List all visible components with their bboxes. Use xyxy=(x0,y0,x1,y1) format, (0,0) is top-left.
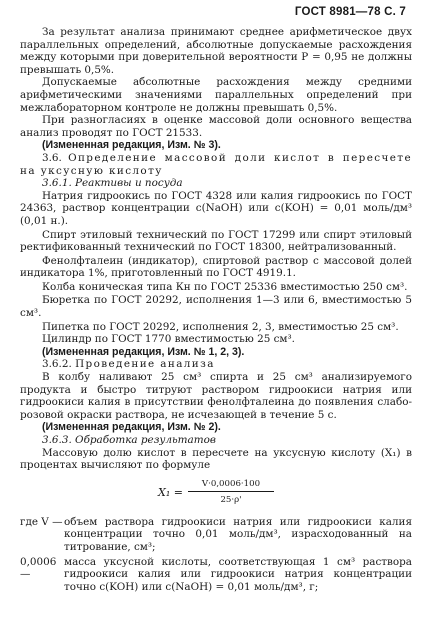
section-number: 3.6.2. xyxy=(42,358,72,371)
calculation-paragraph: Массовую долю кислот в пересчете на уксусную кислоту (X₁) в процентах вычисляют по формуле xyxy=(20,446,412,472)
formula-fraction xyxy=(188,478,274,507)
section-title: Проведение анализа xyxy=(75,358,215,371)
amendment-note: (Измененная редакция, Изм. № 3). xyxy=(42,139,221,152)
formula xyxy=(20,478,412,512)
amendment-note: (Измененная редакция, Изм. № 2). xyxy=(42,421,221,434)
page-header: ГОСТ 8981—78 С. 7 xyxy=(294,6,406,18)
formula-lhs: X₁ = xyxy=(158,485,183,499)
legend-text: объем раствора гидроокиси натрия или гидроокиси калия концентрации точно 0,01 моль/дм³, израсходованный на титрование, см³; xyxy=(64,515,412,553)
section-heading-3-6-1: 3.6.1. Реактивы и посуда xyxy=(42,177,183,190)
reagent-item: Натрия гидроокись по ГОСТ 4328 или калия гидроокись по ГОСТ 24363, раствор концентрации c(NaOH) или c(KOH) = 0,01 моль/дм³ (0,01 н.). xyxy=(20,189,412,227)
section-heading-3-6-3: 3.6.3. Обработка результатов xyxy=(42,434,216,446)
reagent-item: Спирт этиловый технический по ГОСТ 17299 или спирт этиловый ректификованный технический по ГОСТ 18300, нейтрализованный. xyxy=(20,228,412,254)
reagent-item: Пипетка по ГОСТ 20292, исполнения 2, 3, вместимостью 25 см³. xyxy=(42,320,399,333)
reagent-item: Бюретка по ГОСТ 20292, исполнения 1—3 или 6, вместимостью 5 см³. xyxy=(20,294,412,320)
section-heading-3-6 xyxy=(20,152,412,177)
paragraph: За результат анализа принимают среднее арифметическое двух параллельных определений, абсолютные допускаемые расхождения между которыми при доверительной вероятности P = 0,95 не должны превышать 0,5%. xyxy=(20,26,412,76)
document-body xyxy=(20,26,412,593)
paragraph: При разногласиях в оценке массовой доли основного вещества анализ проводят по ГОСТ 21533. xyxy=(20,114,412,139)
reagent-item: Цилиндр по ГОСТ 1770 вместимостью 25 см³. xyxy=(42,333,295,346)
reagent-item: Колба коническая типа Кн по ГОСТ 25336 вместимостью 250 см³. xyxy=(42,280,408,293)
section-heading-3-6-2 xyxy=(20,358,412,371)
section-title: Определение массовой доли кислот в пересчете на уксусную кислоту xyxy=(20,151,413,177)
procedure-paragraph: В колбу наливают 25 см³ спирта и 25 см³ анализируемого продукта и быстро титруют раствором гидроокиси натрия или гидроокиси калия в присутствии фенолфталеина до появления слабо-розовой окраски раствора, не исчезающей в течение 5 с. xyxy=(20,371,412,421)
formula-denominator: 25·ρ' xyxy=(220,495,242,506)
legend-row xyxy=(20,556,412,594)
legend-text: масса уксусной кислоты, соответствующая 1 см³ раствора гидроокиси калия или гидроокиси натрия концентрации точно c(KOH) или c(NaOH) = 0,01 моль/дм³, г; xyxy=(64,555,412,593)
reagent-item: Фенолфталеин (индикатор), спиртовой раствор с массовой долей индикатора 1%, приготовленный по ГОСТ 4919.1. xyxy=(20,254,412,280)
legend-key: где V — xyxy=(20,515,63,528)
legend-row xyxy=(20,516,412,554)
amendment-note: (Измененная редакция, Изм. № 1, 2, 3). xyxy=(42,345,245,358)
paragraph: Допускаемые абсолютные расхождения между средними арифметическими значениями параллельных определений при межлабораторном контроле не должны превышать 0,5%. xyxy=(20,76,412,114)
section-number: 3.6. xyxy=(42,151,62,164)
legend-key: 0,0006 — xyxy=(20,555,57,581)
formula-numerator: V·0,0006·100 xyxy=(188,478,274,493)
